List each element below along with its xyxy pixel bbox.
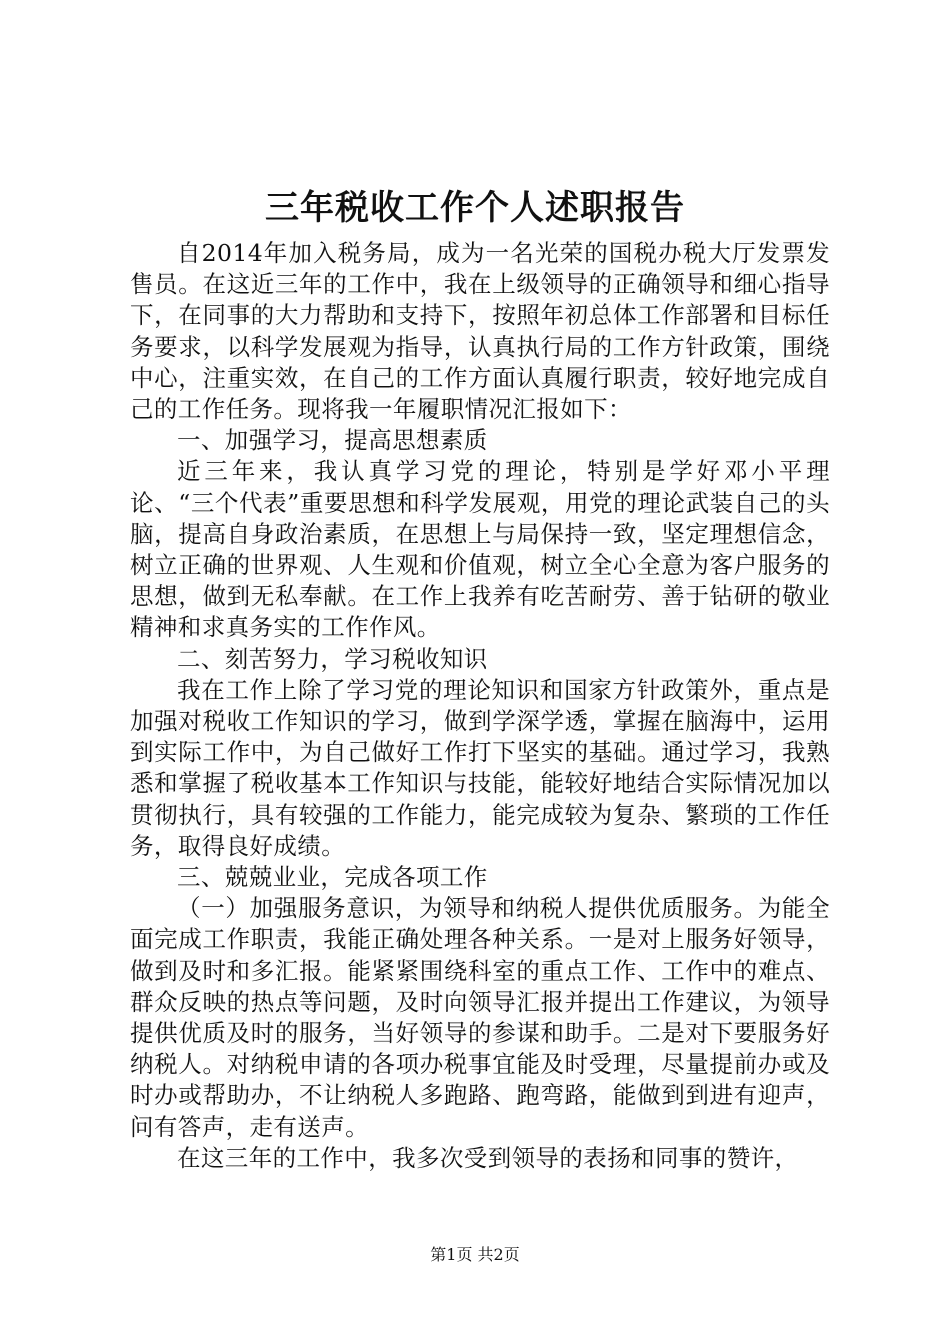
paragraph-closing: 在这三年的工作中，我多次受到领导的表扬和同事的赞许， bbox=[177, 1143, 799, 1172]
page-number-footer: 第1页 共2页 bbox=[430, 1245, 520, 1264]
paragraph-intro: 自2014年加入税务局，成为一名光荣的国税办税大厅发票发售员。在这近三年的工作中，我在上级领导的正确领导和细心指导下，在同事的大力帮助和支持下，按照年初总体工作部署和目标任务要求，以科学发展观为指导，认真执行局的工作方针政策，围绕中心，注重实效，在自己的工作方面认真履行职责，较好地完成自己的工作任务。现将我一年履职情况汇报如下： bbox=[130, 239, 830, 424]
document-title: 三年税收工作个人述职报告 bbox=[265, 188, 685, 228]
paragraph-section-1: 近三年来，我认真学习党的理论，特别是学好邓小平理论、“三个代表”重要思想和科学发展观，用党的理论武装自己的头脑，提高自身政治素质，在思想上与局保持一致，坚定理想信念，树立正确的世界观、人生观和价值观，树立全心全意为客户服务的思想，做到无私奉献。在工作上我养有吃苦耐劳、善于钻研的敬业精神和求真务实的工作作风。 bbox=[130, 457, 830, 642]
section-heading-1: 一、加强学习，提高思想素质 bbox=[177, 426, 488, 455]
section-heading-3: 三、兢兢业业，完成各项工作 bbox=[177, 863, 488, 892]
paragraph-section-2: 我在工作上除了学习党的理论知识和国家方针政策外，重点是加强对税收工作知识的学习，做到学深学透，掌握在脑海中，运用到实际工作中，为自己做好工作打下坚实的基础。通过学习，我熟悉和掌握了税收基本工作知识与技能，能较好地结合实际情况加以贯彻执行，具有较强的工作能力，能完成较为复杂、繁琐的工作任务，取得良好成绩。 bbox=[130, 675, 830, 860]
paragraph-section-3-1: （一）加强服务意识，为领导和纳税人提供优质服务。为能全面完成工作职责，我能正确处理各种关系。一是对上服务好领导，做到及时和多汇报。能紧紧围绕科室的重点工作、工作中的难点、群众反映的热点等问题，及时向领导汇报并提出工作建议，为领导提供优质及时的服务，当好领导的参谋和助手。二是对下要服务好纳税人。对纳税申请的各项办税事宜能及时受理，尽量提前办或及时办或帮助办，不让纳税人多跑路、跑弯路，能做到到进有迎声，问有答声，走有送声。 bbox=[130, 894, 830, 1141]
document-body bbox=[130, 238, 830, 1174]
section-heading-2: 二、刻苦努力，学习税收知识 bbox=[177, 644, 488, 673]
